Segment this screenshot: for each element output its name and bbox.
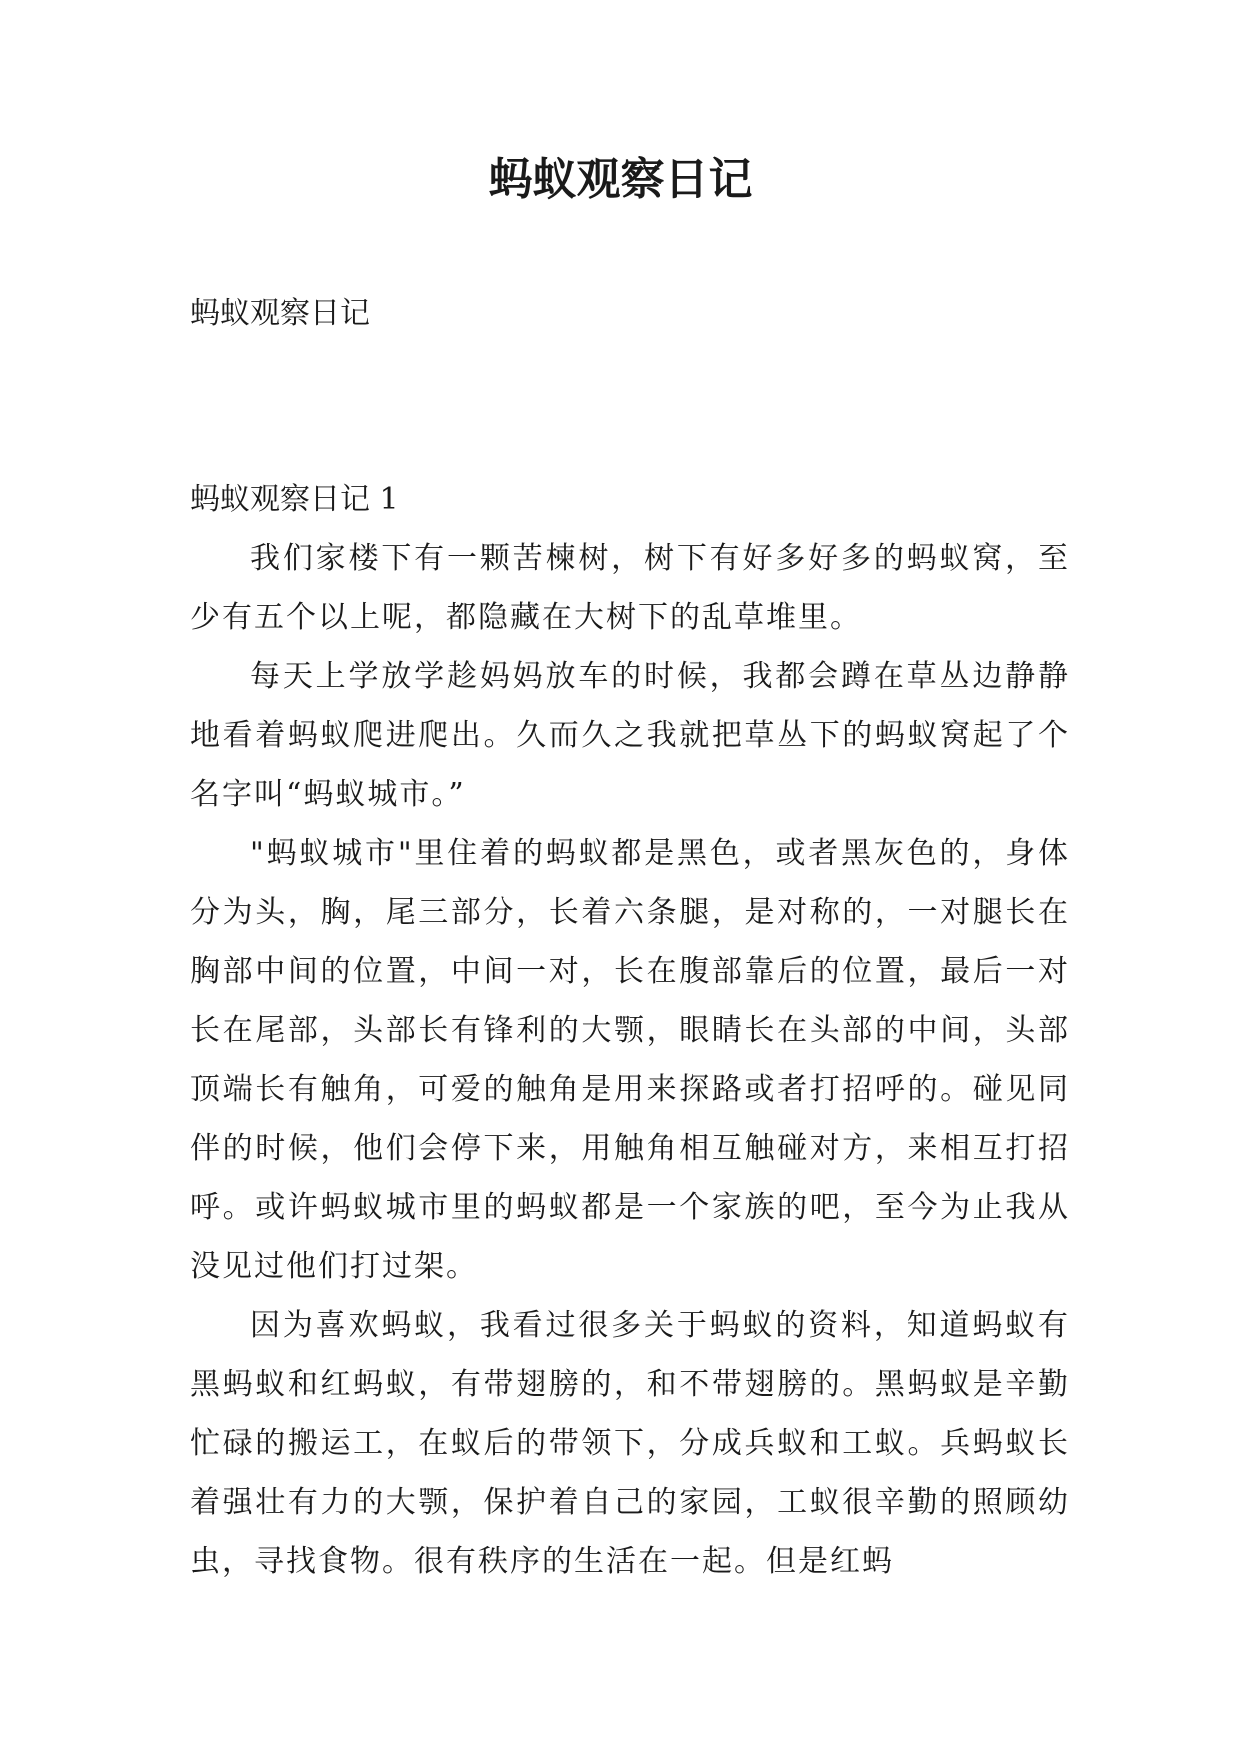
- paragraph-4: 因为喜欢蚂蚁，我看过很多关于蚂蚁的资料，知道蚂蚁有黑蚂蚁和红蚂蚁，有带翅膀的，和不带翅膀的。黑蚂蚁是辛勤忙碌的搬运工，在蚁后的带领下，分成兵蚁和工蚁。兵蚂蚁长着强壮有力的大颚，保护着自己的家园，工蚁很辛勤的照顾幼虫，寻找食物。很有秩序的生活在一起。但是红蚂: [190, 1308, 1070, 1579]
- document-subtitle: 蚂蚁观察日记: [190, 296, 370, 331]
- paragraph-2: 每天上学放学趁妈妈放车的时候，我都会蹲在草丛边静静地看着蚂蚁爬进爬出。久而久之我就把草丛下的蚂蚁窝起了个名字叫“蚂蚁城市。”: [190, 659, 1070, 812]
- document-title: 蚂蚁观察日记: [488, 154, 753, 205]
- section-heading: 蚂蚁观察日记 1: [190, 482, 399, 517]
- paragraph-3: "蚂蚁城市"里住着的蚂蚁都是黑色，或者黑灰色的，身体分为头，胸，尾三部分，长着六条腿，是对称的，一对腿长在胸部中间的位置，中间一对，长在腹部靠后的位置，最后一对长在尾部，头部长有锋利的大颚，眼睛长在头部的中间，头部顶端长有触角，可爱的触角是用来探路或者打招呼的。碰见同伴的时候，他们会停下来，用触角相互触碰对方，来相互打招呼。或许蚂蚁城市里的蚂蚁都是一个家族的吧，至今为止我从没见过他们打过架。: [190, 836, 1070, 1284]
- paragraph-1: 我们家楼下有一颗苦楝树，树下有好多好多的蚂蚁窝，至少有五个以上呢，都隐藏在大树下的乱草堆里。: [190, 541, 1070, 635]
- document-body: [190, 470, 1070, 1591]
